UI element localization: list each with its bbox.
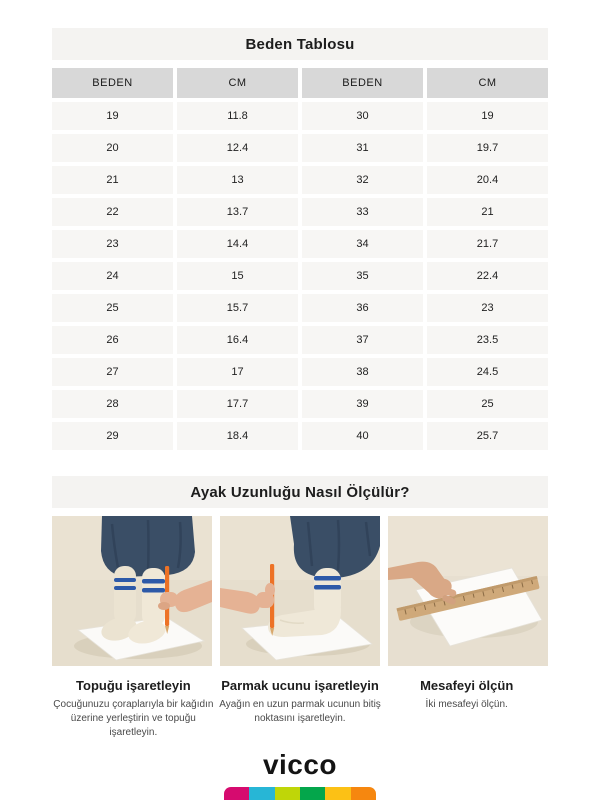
- mark-heel-photo: [52, 516, 212, 666]
- size-table-row: [52, 102, 548, 130]
- size-table-header-beden-2: BEDEN: [302, 68, 423, 98]
- size-table-cell: 33: [302, 198, 423, 226]
- size-table-cell: 29: [52, 422, 173, 450]
- size-table-cell: 25: [427, 390, 548, 418]
- size-table-cell: 24.5: [427, 358, 548, 386]
- size-table-cell: 25: [52, 294, 173, 322]
- size-table-row: [52, 422, 548, 450]
- size-table-cell: 19.7: [427, 134, 548, 162]
- size-table-cell: 22.4: [427, 262, 548, 290]
- logo-bar-segment: [224, 787, 249, 800]
- size-table-header-beden-1: BEDEN: [52, 68, 173, 98]
- step-caption-mark-heel: [52, 678, 215, 740]
- mark-toe-photo: [220, 516, 380, 666]
- size-table-cell: 15.7: [177, 294, 298, 322]
- step-title: Mesafeyi ölçün: [420, 678, 514, 693]
- measure-guide-title-bar: [52, 476, 548, 508]
- size-table-cell: 19: [52, 102, 173, 130]
- size-table-cell: 25.7: [427, 422, 548, 450]
- size-table-row: [52, 166, 548, 194]
- size-table: [52, 68, 548, 450]
- size-table-row: [52, 134, 548, 162]
- size-table-cell: 21: [52, 166, 173, 194]
- size-table-cell: 36: [302, 294, 423, 322]
- size-table-cell: 19: [427, 102, 548, 130]
- logo-bar-segment: [275, 787, 300, 800]
- size-table-cell: 24: [52, 262, 173, 290]
- logo-bar-segment: [300, 787, 325, 800]
- size-table-cell: 26: [52, 326, 173, 354]
- size-table-cell: 20.4: [427, 166, 548, 194]
- size-table-cell: 39: [302, 390, 423, 418]
- step-caption-mark-toe: [219, 678, 382, 740]
- size-table-cell: 14.4: [177, 230, 298, 258]
- size-table-cell: 34: [302, 230, 423, 258]
- size-table-header-row: [52, 68, 548, 98]
- size-table-header-cm-2: CM: [427, 68, 548, 98]
- size-table-cell: 23.5: [427, 326, 548, 354]
- size-table-cell: 17: [177, 358, 298, 386]
- step-title: Parmak ucunu işaretleyin: [221, 678, 379, 693]
- size-table-cell: 30: [302, 102, 423, 130]
- step-description: Çocuğunuzu çoraplarıyla bir kağıdın üzerine yerleştirin ve topuğu işaretleyin.: [53, 699, 214, 738]
- size-table-cell: 21.7: [427, 230, 548, 258]
- size-table-cell: 17.7: [177, 390, 298, 418]
- step-caption-measure: [385, 678, 548, 740]
- step-description: Ayağın en uzun parmak ucunun bitiş noktasını işaretleyin.: [219, 699, 381, 724]
- size-table-cell: 12.4: [177, 134, 298, 162]
- logo-bar-segment: [351, 787, 376, 800]
- size-table-cell: 32: [302, 166, 423, 194]
- size-table-cell: 22: [52, 198, 173, 226]
- size-table-cell: 16.4: [177, 326, 298, 354]
- size-table-cell: 11.8: [177, 102, 298, 130]
- logo-bar-segment: [249, 787, 274, 800]
- vicco-logo-text: vicco: [262, 749, 338, 780]
- size-table-row: [52, 294, 548, 322]
- size-table-cell: 13: [177, 166, 298, 194]
- size-table-cell: 27: [52, 358, 173, 386]
- size-table-cell: 40: [302, 422, 423, 450]
- step-description: İki mesafeyi ölçün.: [425, 699, 508, 710]
- step-title: Topuğu işaretleyin: [76, 678, 191, 693]
- size-table-cell: 38: [302, 358, 423, 386]
- size-table-cell: 15: [177, 262, 298, 290]
- logo-bar-segment: [325, 787, 350, 800]
- measure-step-photos: [52, 516, 548, 666]
- size-table-cell: 35: [302, 262, 423, 290]
- measure-step-captions: [52, 678, 548, 740]
- size-table-row: [52, 358, 548, 386]
- vicco-logo: [52, 751, 548, 800]
- vicco-logo-bar: [224, 787, 376, 800]
- size-table-cell: 20: [52, 134, 173, 162]
- size-table-cell: 23: [427, 294, 548, 322]
- size-table-header-cm-1: CM: [177, 68, 298, 98]
- size-table-cell: 37: [302, 326, 423, 354]
- size-table-row: [52, 230, 548, 258]
- measure-guide-title: Ayak Uzunluğu Nasıl Ölçülür?: [190, 483, 410, 501]
- size-table-cell: 13.7: [177, 198, 298, 226]
- size-table-row: [52, 390, 548, 418]
- size-table-title-bar: [52, 28, 548, 60]
- size-table-row: [52, 262, 548, 290]
- size-table-row: [52, 198, 548, 226]
- size-table-row: [52, 326, 548, 354]
- size-table-cell: 23: [52, 230, 173, 258]
- measure-distance-photo: [388, 516, 548, 666]
- size-table-cell: 18.4: [177, 422, 298, 450]
- size-table-cell: 28: [52, 390, 173, 418]
- size-table-cell: 31: [302, 134, 423, 162]
- size-table-title: Beden Tablosu: [245, 35, 355, 53]
- size-table-cell: 21: [427, 198, 548, 226]
